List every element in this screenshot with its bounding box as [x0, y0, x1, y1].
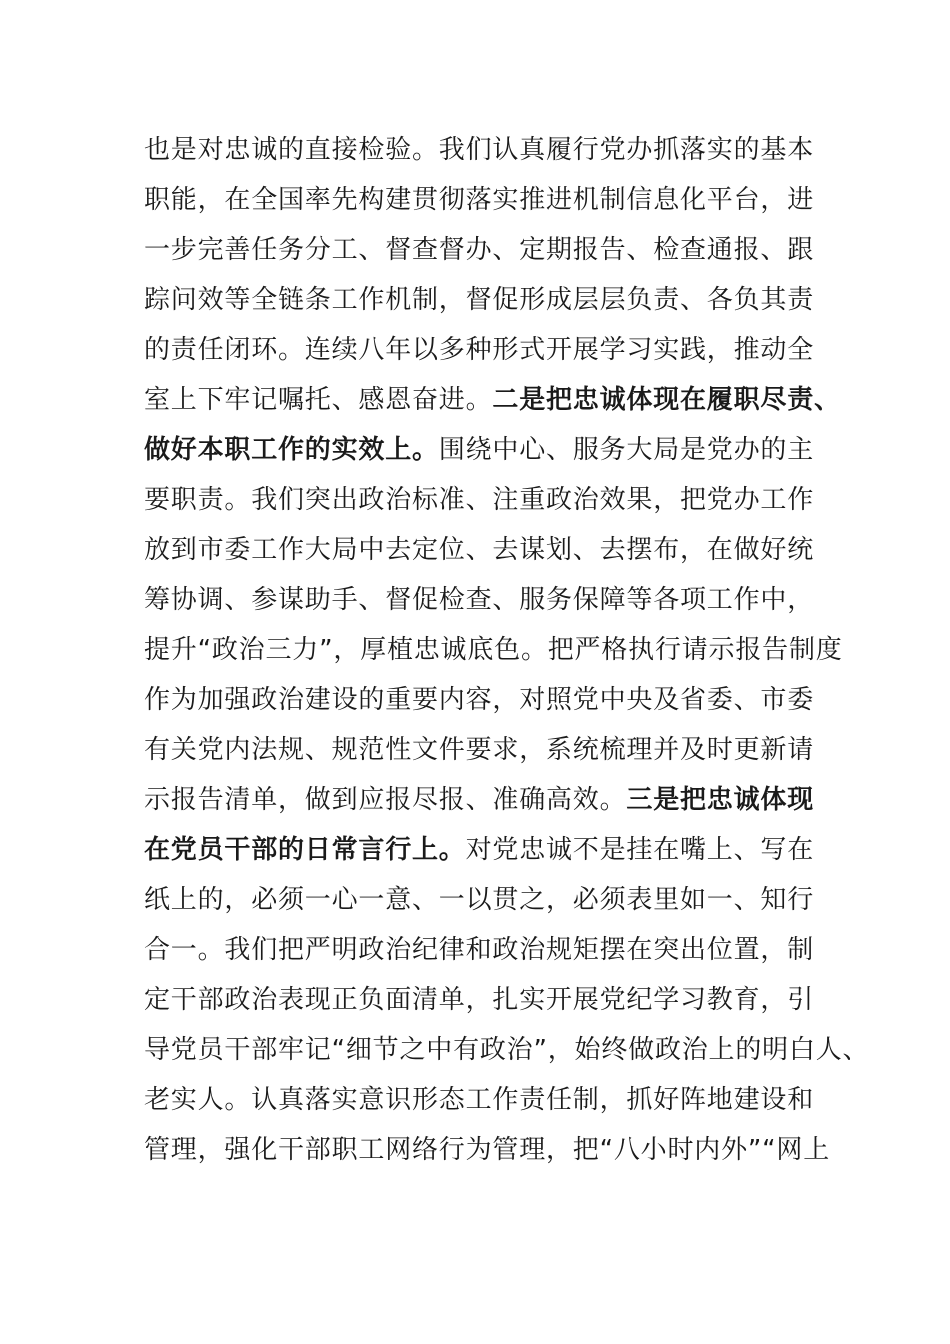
text-line [144, 1025, 870, 1075]
text-segment: 踪问效等全链条工作机制，督促形成层层负责、各负其责 [144, 285, 815, 315]
text-line [144, 825, 814, 875]
text-segment: 室上下牢记嘱托、感恩奋进。 [144, 385, 493, 415]
bold-text-segment: 二是把忠诚体现在履职尽责、 [492, 385, 841, 415]
text-line [144, 525, 814, 575]
bold-text-segment: 三是把忠诚体现 [626, 785, 815, 815]
text-segment: 老实人。认真落实意识形态工作责任制，抓好阵地建设和 [144, 1085, 815, 1115]
text-line [144, 225, 814, 275]
text-segment: 职能，在全国率先构建贯彻落实推进机制信息化平台，进 [144, 185, 815, 215]
bold-text-segment: 做好本职工作的实效上。 [144, 435, 439, 465]
text-line [144, 975, 814, 1025]
text-line [144, 1125, 831, 1175]
text-line [144, 725, 814, 775]
text-segment: 围绕中心、服务大局是党办的主 [438, 435, 815, 465]
text-segment: 纸上的，必须一心一意、一以贯之，必须表里如一、知行 [144, 885, 815, 915]
text-segment: 一步完善任务分工、督查督办、定期报告、检查通报、跟 [144, 235, 815, 265]
text-line [144, 275, 814, 325]
body-text [144, 125, 870, 1175]
text-line [144, 875, 814, 925]
text-line [144, 925, 814, 975]
text-line [144, 775, 814, 825]
text-line [144, 325, 814, 375]
text-line [144, 475, 814, 525]
text-segment: 示报告清单，做到应报尽报、准确高效。 [144, 785, 627, 815]
text-segment: 的责任闭环。连续八年以多种形式开展学习实践，推动全 [144, 335, 815, 365]
text-line [144, 125, 814, 175]
text-segment: 合一。我们把严明政治纪律和政治规矩摆在突出位置，制 [144, 935, 815, 965]
text-segment: 筹协调、参谋助手、督促检查、服务保障等各项工作中， [144, 585, 815, 615]
text-segment: 有关党内法规、规范性文件要求，系统梳理并及时更新请 [144, 735, 815, 765]
text-line [144, 575, 814, 625]
text-line [144, 1075, 814, 1125]
text-segment: 作为加强政治建设的重要内容，对照党中央及省委、市委 [144, 685, 815, 715]
bold-text-segment: 在党员干部的日常言行上。 [144, 835, 466, 865]
text-segment: 提升“政治三力”，厚植忠诚底色。把严格执行请示报告制度 [144, 635, 843, 665]
text-segment: 也是对忠诚的直接检验。我们认真履行党办抓落实的基本 [144, 135, 815, 165]
text-line [144, 425, 814, 475]
text-line [144, 375, 841, 425]
text-line [144, 625, 843, 675]
text-segment: 导党员干部牢记“细节之中有政治”，始终做政治上的明白人、 [144, 1035, 870, 1065]
text-line [144, 175, 814, 225]
text-segment: 定干部政治表现正负面清单，扎实开展党纪学习教育，引 [144, 985, 815, 1015]
text-segment: 对党忠诚不是挂在嘴上、写在 [465, 835, 815, 865]
text-segment: 管理，强化干部职工网络行为管理，把“八小时内外”“网上 [144, 1135, 831, 1165]
text-line [144, 675, 814, 725]
text-segment: 要职责。我们突出政治标准、注重政治效果，把党办工作 [144, 485, 815, 515]
text-segment: 放到市委工作大局中去定位、去谋划、去摆布，在做好统 [144, 535, 815, 565]
